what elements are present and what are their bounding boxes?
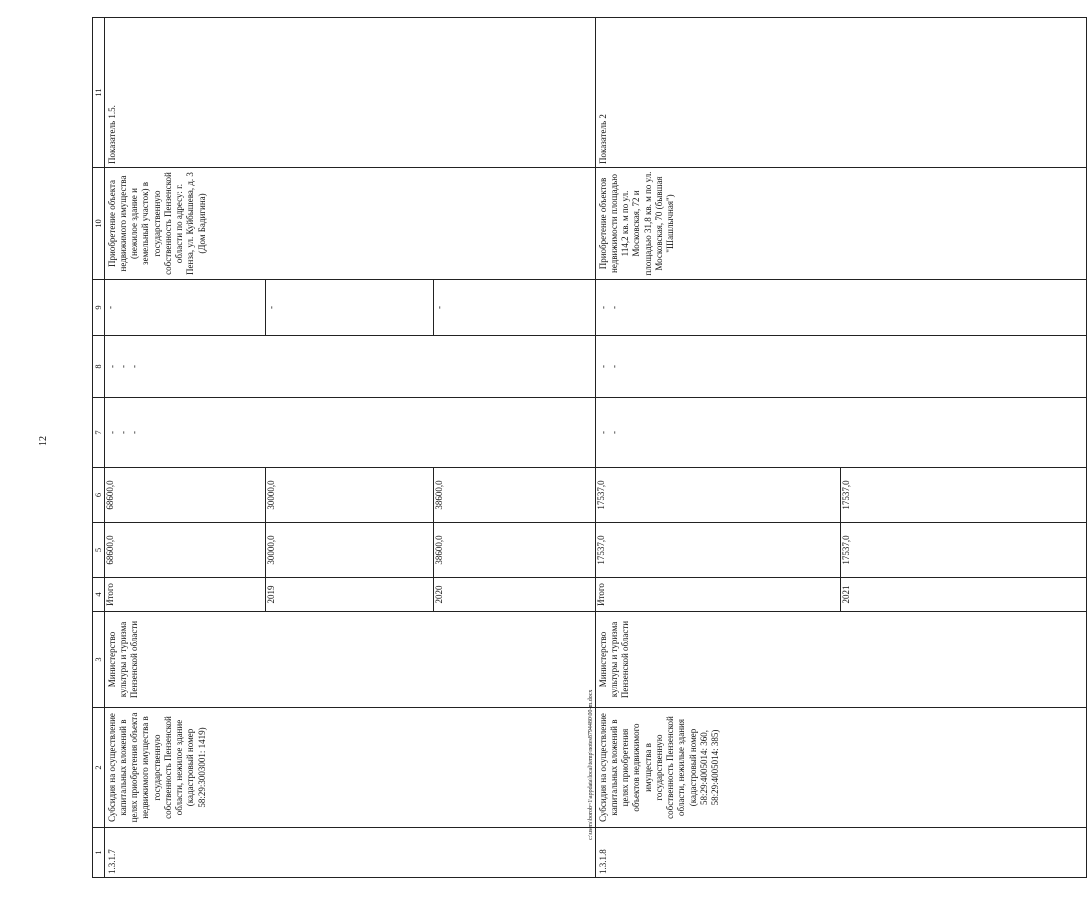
- row-col6: [104, 468, 595, 523]
- row-col5: [104, 523, 595, 578]
- header-col-5: 5: [93, 523, 105, 578]
- row-result: Приобретение объекта недвижимого имущества (нежилое здание и земельный участок) в государственную собственность Пензенской области по адресу: г. Пенза, ул. Куйбышева, д. 3 (Дом Бадигина): [104, 168, 595, 280]
- row-col6: [595, 468, 1086, 523]
- row-col9: [595, 280, 1086, 336]
- footer-file-path: c:\users\borob~1\appdata\local\temp\notes8794480\00-m.docx: [588, 689, 594, 840]
- dash-cell: -: [129, 431, 140, 434]
- year-cell: Итого: [596, 578, 841, 611]
- row-col9: [104, 280, 595, 336]
- row-indicator: Показатель 1.5.: [104, 18, 595, 168]
- header-col-1: 1: [93, 828, 105, 878]
- header-col-7: 7: [93, 398, 105, 468]
- amount-cell: 17537,0: [596, 468, 841, 522]
- dash-cell: -: [434, 306, 445, 309]
- amount-cell: 68600,0: [105, 468, 266, 522]
- row-result: Приобретение объектов недвижимости площадью 114,2 кв. м по ул. Московская, 72 и площадью 31,8 кв. м по ул. Московская, 70 (бывшая "Шашлычная"): [595, 168, 1086, 280]
- row-code: 1.3.1.7: [104, 828, 595, 878]
- amount-cell: 17537,0: [841, 535, 852, 565]
- dash-cell: -: [608, 431, 619, 434]
- header-col-8: 8: [93, 336, 105, 398]
- row-col8: [595, 336, 1086, 398]
- row-col7: [595, 398, 1086, 468]
- dash-cell: -: [106, 365, 117, 368]
- dash-cell: -: [266, 280, 434, 335]
- amount-cell: 30000,0: [266, 468, 434, 522]
- amount-cell: 17537,0: [841, 480, 852, 510]
- row-indicator: Показатель 2: [595, 18, 1086, 168]
- dash-cell: -: [117, 431, 128, 434]
- row-description: Субсидия на осуществление капитальных вложений в целях приобретения объектов недвижимого имущества в государственную собственность Пензенской области, нежилые здания (кадастровый номер 58:29:4005014: 360, 58:29:4005014: 385): [595, 708, 1086, 828]
- year-cell: 2021: [841, 585, 852, 604]
- row-agency: Министерство культуры и туризма Пензенской области: [104, 612, 595, 708]
- dash-cell: -: [597, 306, 608, 309]
- table-row: [595, 18, 1086, 878]
- page-number: 12: [38, 436, 49, 446]
- amount-cell: 38600,0: [434, 480, 445, 510]
- dash-cell: -: [608, 306, 619, 309]
- dash-cell: -: [106, 431, 117, 434]
- dash-cell: -: [597, 431, 608, 434]
- dash-cell: -: [597, 365, 608, 368]
- amount-cell: 38600,0: [434, 535, 445, 565]
- row-code: 1.3.1.8: [595, 828, 1086, 878]
- amount-cell: 68600,0: [105, 523, 266, 577]
- header-col-11: 11: [93, 18, 105, 168]
- header-col-3: 3: [93, 612, 105, 708]
- row-col5: [595, 523, 1086, 578]
- year-cell: 2020: [434, 585, 445, 604]
- header-col-10: 10: [93, 168, 105, 280]
- row-years: [595, 578, 1086, 612]
- header-col-4: 4: [93, 578, 105, 612]
- header-col-9: 9: [93, 280, 105, 336]
- dash-cell: -: [608, 365, 619, 368]
- header-row: [93, 18, 105, 878]
- dash-cell: -: [129, 365, 140, 368]
- amount-cell: 17537,0: [596, 523, 841, 577]
- row-years: [104, 578, 595, 612]
- dash-cell: -: [105, 280, 266, 335]
- year-cell: Итого: [105, 578, 266, 611]
- year-cell: 2019: [266, 578, 434, 611]
- table-row: [104, 18, 595, 878]
- dash-cell: -: [117, 365, 128, 368]
- row-description: Субсидия на осуществление капитальных вложений в целях приобретения объекта недвижимого имущества в государственную собственность Пензенской области, нежилое здание (кадастровый номер 58:29:3003001: 1419): [104, 708, 595, 828]
- header-col-6: 6: [93, 468, 105, 523]
- row-agency: Министерство культуры и туризма Пензенской области: [595, 612, 1086, 708]
- amount-cell: 30000,0: [266, 523, 434, 577]
- row-col7: [104, 398, 595, 468]
- row-col8: [104, 336, 595, 398]
- header-col-2: 2: [93, 708, 105, 828]
